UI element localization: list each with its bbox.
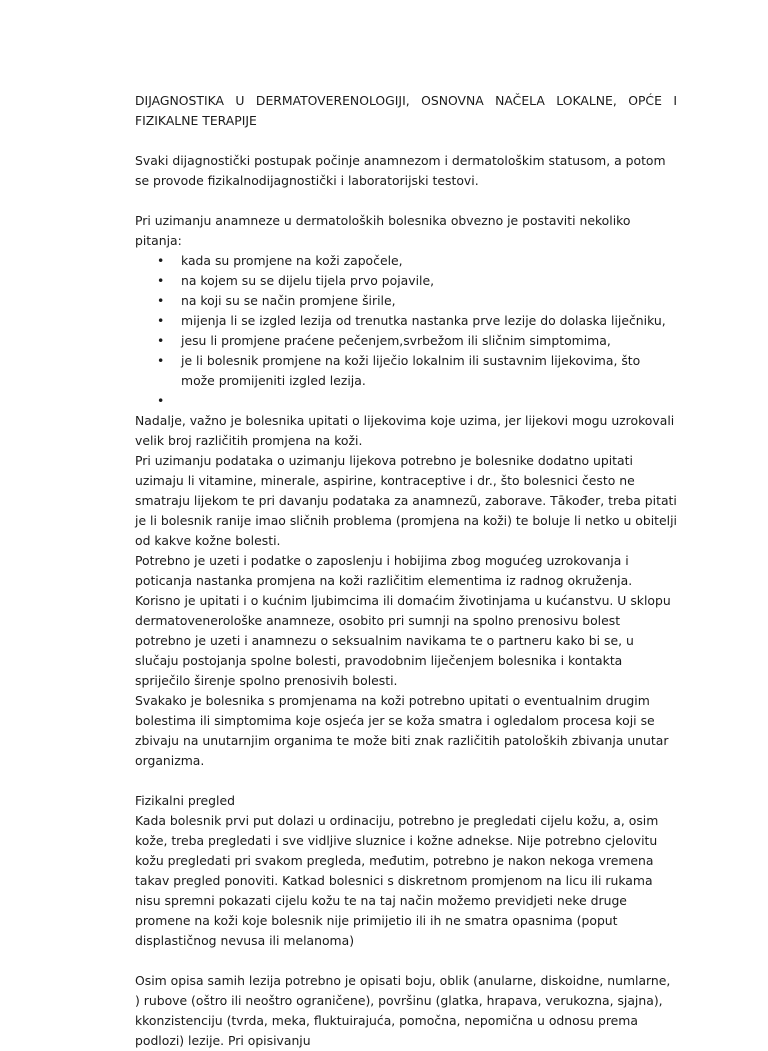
- spacer: [135, 131, 677, 151]
- closing-paragraph: Osim opisa samih lezija potrebno je opisati boju, oblik (anularne, diskoidne, numlarne, ) rubove (oštro ili neoštro ograničene), površinu (glatka, hrapava, verukozna, sjajna), kkonzistenciju (tvrda, meka, fluktuirajuća, pomočna, nepomična u odnosu prema podlozi) lezije. Pri opisivanju: [135, 973, 671, 1048]
- list-item: [135, 351, 677, 391]
- paragraph: Nadalje, važno je bolesnika upitati o lijekovima koje uzima, jer lijekovi mogu uzrokovali velik broj različitih promjena na koži.: [135, 413, 675, 448]
- list-item: [135, 311, 677, 331]
- exam-paragraph: Kada bolesnik prvi put dolazi u ordinaciju, potrebno je pregledati cijelu kožu, a, osim kože, treba pregledati i sve vidljive sluznice i kožne adnekse. Nije potrebno cjelovitu kožu pregledati pri svakom pregleda, međutim, potrebno je nakon nekoga vremena takav pregled ponoviti. Katkad bolesnici s diskretnom promjenom na licu ili rukama nisu spremni pokazati cijelu kožu te na taj način možemo previdjeti neke druge promene na koži koje bolesnik nije primijetio ili ih ne smatra opasnima (poput displastičnog nevusa ili melanoma): [135, 813, 659, 948]
- list-item-text: na koji su se način promjene širile,: [181, 293, 396, 308]
- list-item-text: mijenja li se izgled lezija od trenutka nastanka prve lezije do dolaska liječniku,: [181, 313, 666, 328]
- questions-lead: Pri uzimanju anamneze u dermatoloških bolesnika obvezno je postaviti nekoliko pitanja:: [135, 213, 631, 248]
- spacer: [135, 951, 677, 971]
- paragraph: Svakako je bolesnika s promjenama na koži potrebno upitati o eventualnim drugim bolestima ili simptomima koje osjeća jer se koža smatra i ogledalom procesa koji se zbivaju na unutarnjim organima te može biti znak različitih patoloških zbivanja unutar organizma.: [135, 693, 669, 768]
- document-page: [135, 91, 677, 1051]
- intro-paragraph: Svaki dijagnostički postupak počinje anamnezom i dermatološkim statusom, a potom se provode fizikalnodijagnostički i laboratorijski testovi.: [135, 153, 666, 188]
- bullet-icon: •: [157, 393, 165, 408]
- list-item: [135, 251, 677, 271]
- bullet-icon: •: [157, 253, 165, 268]
- document-title: DIJAGNOSTIKA U DERMATOVERENOLOGIJI, OSNOVNA NAČELA LOKALNE, OPĆE I FIZIKALNE TERAPIJE: [135, 93, 677, 128]
- bullet-icon: •: [157, 313, 165, 328]
- paragraph: Potrebno je uzeti i podatke o zaposlenju i hobijima zbog mogućeg uzrokovanja i poticanja nastanka promjena na koži različitim elementima iz radnog okruženja.: [135, 553, 633, 588]
- spacer: [135, 191, 677, 211]
- section-heading: Fizikalni pregled: [135, 793, 235, 808]
- list-item: [135, 291, 677, 311]
- list-item-text: jesu li promjene praćene pečenjem,svrbežom ili sličnim simptomima,: [181, 333, 611, 348]
- list-item: [135, 271, 677, 291]
- spacer: [135, 771, 677, 791]
- list-item-text: je li bolesnik promjene na koži liječio lokalnim ili sustavnim lijekovima, što može promijeniti izgled lezija.: [181, 353, 641, 388]
- bullet-icon: •: [157, 293, 165, 308]
- bullet-icon: •: [157, 273, 165, 288]
- questions-list: [135, 251, 677, 411]
- paragraph: Pri uzimanju podataka o uzimanju lijekova potrebno je bolesnike dodatno upitati uzimaju li vitamine, minerale, aspirine, kontraceptive i dr., što bolesnici često ne smatraju lijekom te pri davanju podataka za anamnezũ, zaborave. Tākođer, treba pitati je li bolesnik ranije imao sličnih problema (promjena na koži) te boluje li netko u obitelji od kakve kožne bolesti.: [135, 453, 677, 548]
- bullet-icon: •: [157, 333, 165, 348]
- bullet-icon: •: [157, 353, 165, 368]
- list-item-text: kada su promjene na koži započele,: [181, 253, 403, 268]
- list-item: [135, 331, 677, 351]
- paragraph: Korisno je upitati i o kućnim ljubimcima ili domaćim životinjama u kućanstvu. U sklopu dermatovenerološke anamneze, osobito pri sumnji na spolno prenosivu bolest potrebno je uzeti i anamnezu o seksualnim navikama te o partneru kako bi se, u slučaju postojanja spolne bolesti, pravodobnim liječenjem bolesnika i kontakta spriječilo širenje spolno prenosivih bolesti.: [135, 593, 671, 688]
- list-item-text: na kojem su se dijelu tijela prvo pojavile,: [181, 273, 435, 288]
- list-item: [135, 391, 677, 411]
